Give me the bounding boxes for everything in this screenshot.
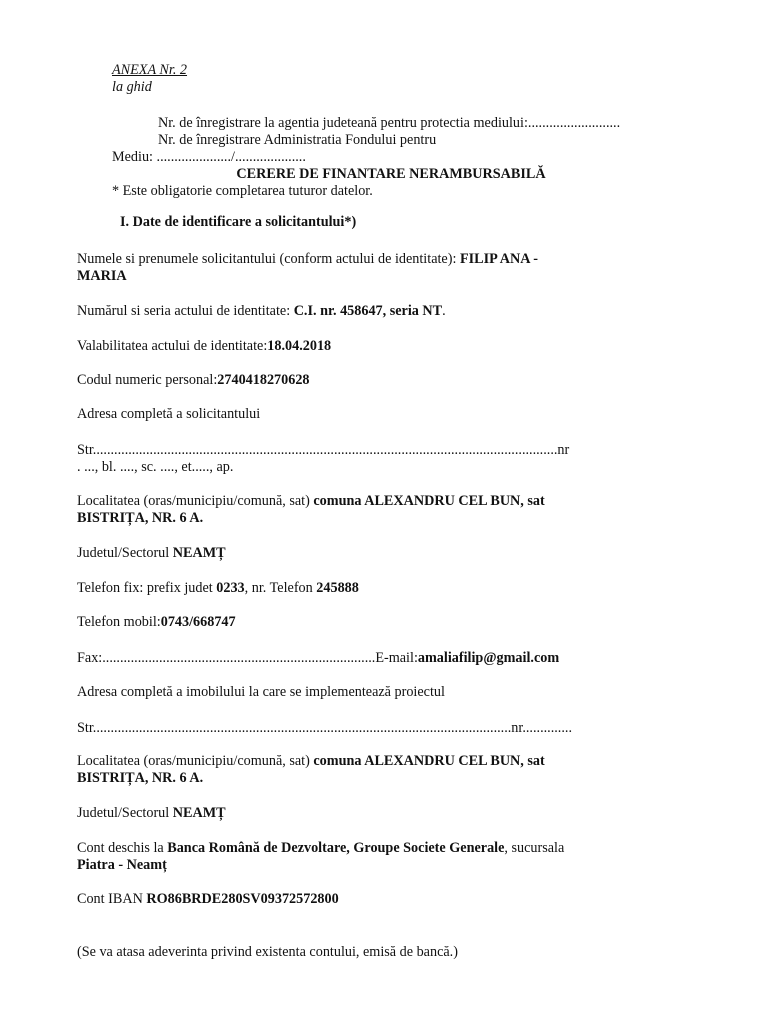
id-document-value: C.I. nr. 458647, seria NT	[293, 303, 443, 319]
annex-subtitle: la ghid	[112, 79, 152, 95]
fax-email-line: Fax:.............................................................................E-mail:amaliafilip@gmail.com	[77, 650, 560, 666]
mobile-line: Telefon mobil:0743/668747	[77, 614, 236, 630]
locality-value: comuna ALEXANDRU CEL BUN, sat	[313, 493, 545, 509]
property-county-value: NEAMȚ	[172, 805, 226, 821]
phone-line: Telefon fix: prefix judet 0233, nr. Telefon 245888	[77, 580, 359, 596]
address-label: Adresa completă a solicitantului	[77, 406, 261, 422]
iban-line: Cont IBAN RO86BRDE280SV09372572800	[77, 891, 339, 907]
id-validity-line: Valabilitatea actului de identitate:18.04.2018	[77, 338, 332, 354]
section-heading: I. Date de identificare a solicitantului*)	[120, 214, 357, 230]
county-value: NEAMȚ	[172, 545, 226, 561]
iban-value: RO86BRDE280SV09372572800	[146, 891, 339, 907]
county-line: Judetul/Sectorul NEAMȚ	[77, 545, 226, 561]
registration-afm: Nr. de înregistrare Administratia Fondului pentru	[158, 132, 437, 148]
property-street-line: Str......................................................................................................................nr..............	[77, 720, 572, 736]
document-title: CERERE DE FINANTARE NERAMBURSABILĂ	[236, 166, 546, 182]
property-locality-line: Localitatea (oras/municipiu/comună, sat) comuna ALEXANDRU CEL BUN, sat	[77, 753, 545, 769]
attachment-note: (Se va atasa adeverinta privind existenta contului, emisă de bancă.)	[77, 944, 458, 960]
property-locality-value: comuna ALEXANDRU CEL BUN, sat	[313, 753, 545, 769]
street-line: Str...................................................................................................................................nr	[77, 442, 570, 458]
property-county-line: Judetul/Sectorul NEAMȚ	[77, 805, 226, 821]
phone-prefix: 0233	[216, 580, 245, 596]
id-document-line: Numărul si seria actului de identitate: C.I. nr. 458647, seria NT.	[77, 303, 446, 319]
registration-env-agency: Nr. de înregistrare la agentia judeteană pentru protectia mediului:..........................	[158, 115, 621, 131]
street-line-details: . ..., bl. ...., sc. ...., et....., ap.	[77, 459, 234, 475]
property-locality-value-cont: BISTRIȚA, NR. 6 A.	[77, 770, 204, 786]
bank-branch: Piatra - Neamț	[77, 857, 167, 873]
registration-afm-number: Mediu: ...................../....................	[112, 149, 306, 165]
mandatory-note: * Este obligatorie completarea tuturor datelor.	[112, 183, 373, 199]
annex-number: ANEXA Nr. 2	[112, 62, 188, 78]
bank-name: Banca Română de Dezvoltare, Groupe Societe Generale	[167, 840, 505, 856]
locality-line: Localitatea (oras/municipiu/comună, sat) comuna ALEXANDRU CEL BUN, sat	[77, 493, 545, 509]
id-validity-value: 18.04.2018	[267, 338, 332, 354]
applicant-name-line: Numele si prenumele solicitantului (conform actului de identitate): FILIP ANA -	[77, 251, 538, 267]
applicant-name-cont: MARIA	[77, 268, 127, 284]
applicant-name-value: FILIP ANA -	[459, 251, 538, 267]
locality-value-cont: BISTRIȚA, NR. 6 A.	[77, 510, 204, 526]
bank-line: Cont deschis la Banca Română de Dezvoltare, Groupe Societe Generale, sucursala	[77, 840, 565, 856]
property-address-label: Adresa completă a imobilului la care se implementează proiectul	[77, 684, 445, 700]
cnp-line: Codul numeric personal:2740418270628	[77, 372, 310, 388]
phone-number: 245888	[316, 580, 359, 596]
email-value: amaliafilip@gmail.com	[417, 650, 560, 666]
mobile-value: 0743/668747	[160, 614, 236, 630]
cnp-value: 2740418270628	[217, 372, 310, 388]
